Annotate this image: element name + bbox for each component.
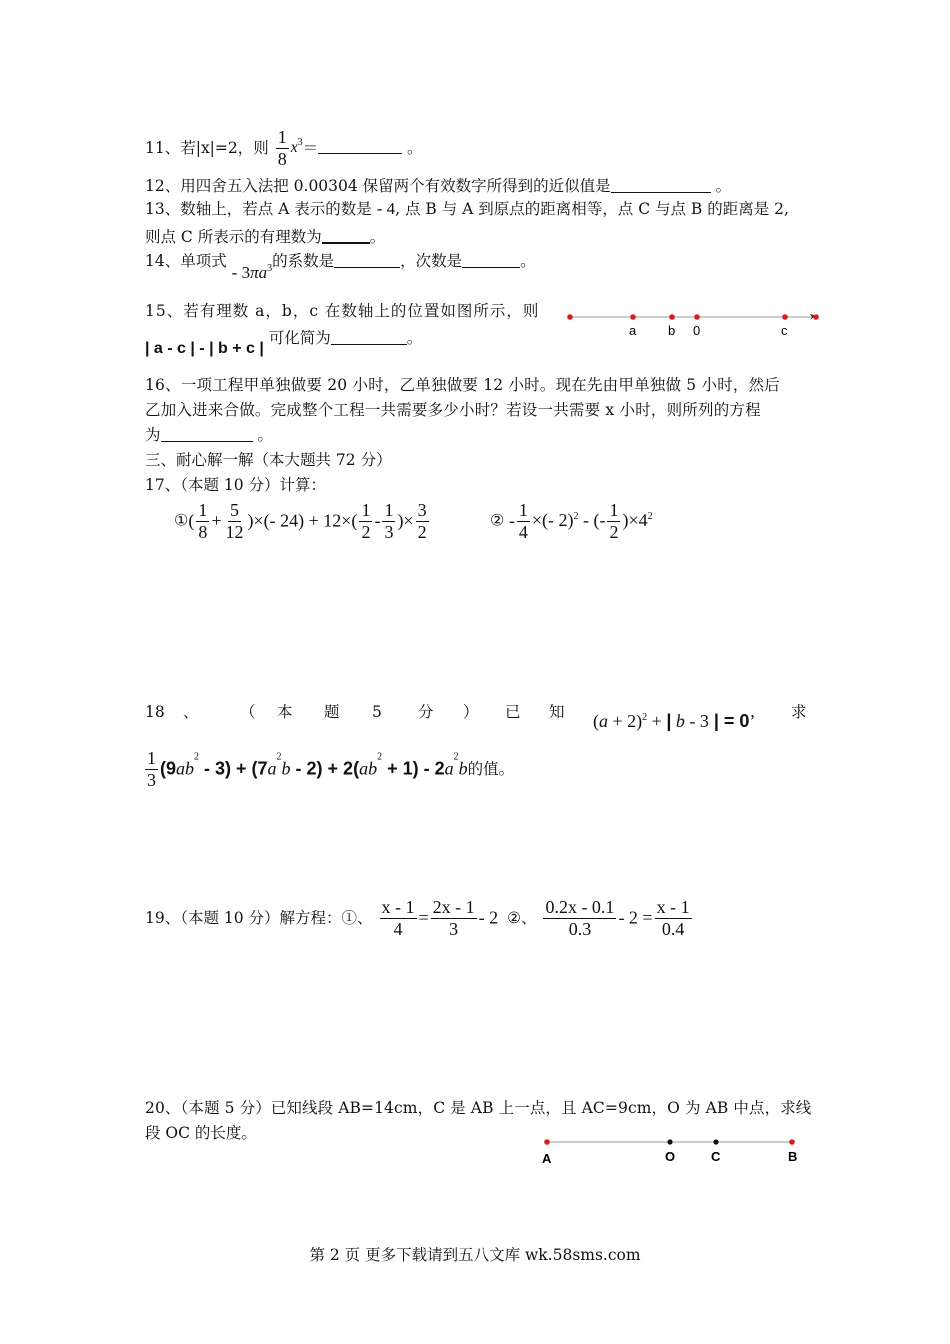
- answer-blank[interactable]: [318, 139, 402, 154]
- answer-blank[interactable]: [462, 253, 520, 268]
- question-19: 19、（本题 10 分）解方程：①、 $\frac{x - 1}{4}$ = $\frac{2x - 1}{3}$ - 2 ②、 $\frac{0.2x - 0.1}{0.3}$ - 2 = $\frac{x - 1}{0.4}$: [145, 897, 690, 939]
- q15-expression: | a - c | - | b + c |: [145, 340, 264, 357]
- q20-segment-figure: [538, 1132, 808, 1167]
- q18-expression: $\frac{1}{3}$ $(9ab^2 - 3) + (7a^2b - 2) + 2(ab^2 + 1) - 2a^2b$的值。: [147, 748, 515, 790]
- label-A: A: [542, 1151, 552, 1166]
- question-14: 14、单项式 - $3\pi a^3$的系数是 ，次数是 。: [145, 252, 536, 282]
- question-20-line1: 20、（本题 5 分）已知线段 AB=14cm，C 是 AB 上一点，且 AC=9cm，O 为 AB 中点，求线: [145, 1099, 812, 1117]
- page-footer: 第 2 页 更多下载请到五八文库 wk.58sms.com: [309, 1246, 641, 1264]
- answer-blank[interactable]: [322, 228, 370, 244]
- label-B: B: [788, 1149, 798, 1164]
- question-17-title: 17、（本题 10 分）计算：: [145, 476, 327, 494]
- point-left-end: [567, 314, 573, 320]
- question-16-line2: 乙加入进来合做。完成整个工程一共需要多少小时？若设一共需要 x 小时，则所列的方程: [145, 401, 761, 419]
- question-20-line2: 段 OC 的长度。: [145, 1124, 257, 1142]
- label-zero: 0: [693, 323, 701, 338]
- question-18-line1: 18 、 （ 本 题 5 分 ） 已 知: [145, 703, 565, 721]
- question-15: 15、若有理数 a，b，c 在数轴上的位置如图所示，则: [145, 302, 540, 320]
- q17-expression-1: ①( $\frac{1}{8}$ + $\frac{5}{12}$ )×(- 24) + 12×( $\frac{1}{2}$ - $\frac{1}{3}$ )× $\frac{3}{2}$: [174, 500, 427, 542]
- point-b: [669, 314, 675, 320]
- point-B: [789, 1139, 795, 1145]
- answer-blank[interactable]: [161, 427, 253, 442]
- point-a: [630, 314, 636, 320]
- label-a: a: [629, 323, 637, 338]
- question-15-line2: | a - c | - | b + c | 可化简为 。: [145, 329, 423, 357]
- answer-blank[interactable]: [334, 253, 400, 268]
- point-zero: [694, 314, 700, 320]
- q11-prefix: 11、若|x|=2，则: [145, 138, 269, 157]
- q11-fraction: $\frac{1}{8}$: [277, 127, 287, 169]
- point-c: [782, 314, 788, 320]
- point-O: [667, 1139, 672, 1144]
- question-16-line3: 为 。: [145, 426, 273, 444]
- q13-value: - 4: [376, 199, 396, 218]
- answer-blank[interactable]: [331, 330, 407, 345]
- point-right-end: [813, 314, 819, 320]
- point-A: [544, 1139, 550, 1145]
- q14-monomial: - $3\pi a^3$: [231, 263, 273, 282]
- question-12: 12、用四舍五入法把 0.00304 保留两个有效数字所得到的近似值是 。: [145, 177, 732, 195]
- q15-number-line: [560, 305, 830, 340]
- point-C: [713, 1139, 718, 1144]
- question-11: 11、若|x|=2，则 $\frac{1}{8}$ $x^3=$ 。: [145, 127, 423, 169]
- answer-blank[interactable]: [611, 178, 711, 193]
- question-16-line1: 16、一项工程甲单独做要 20 小时，乙单独做要 12 小时。现在先由甲单独做 5 小时，然后: [145, 376, 780, 394]
- question-13-line2: 则点 C 所表示的有理数为 。: [145, 228, 386, 246]
- q18-condition: $(a + 2)^2$ + | b - 3 | = 0’: [593, 711, 756, 731]
- label-C: C: [711, 1149, 721, 1164]
- q18-require: 求: [791, 703, 807, 721]
- label-b: b: [668, 323, 676, 338]
- q17-expression-2: ② - $\frac{1}{4}$ ×(- 2)$^2$ - (- $\frac{1}{2}$ )$\times 4^2$: [490, 500, 653, 542]
- label-O: O: [665, 1149, 676, 1164]
- question-13: 13、数轴上，若点 A 表示的数是 - 4, 点 B 与 A 到原点的距离相等，点 C 与点 B 的距离是 2,: [145, 199, 789, 218]
- section-3-heading: 三、耐心解一解（本大题共 72 分）: [145, 451, 392, 469]
- label-c: c: [781, 323, 788, 338]
